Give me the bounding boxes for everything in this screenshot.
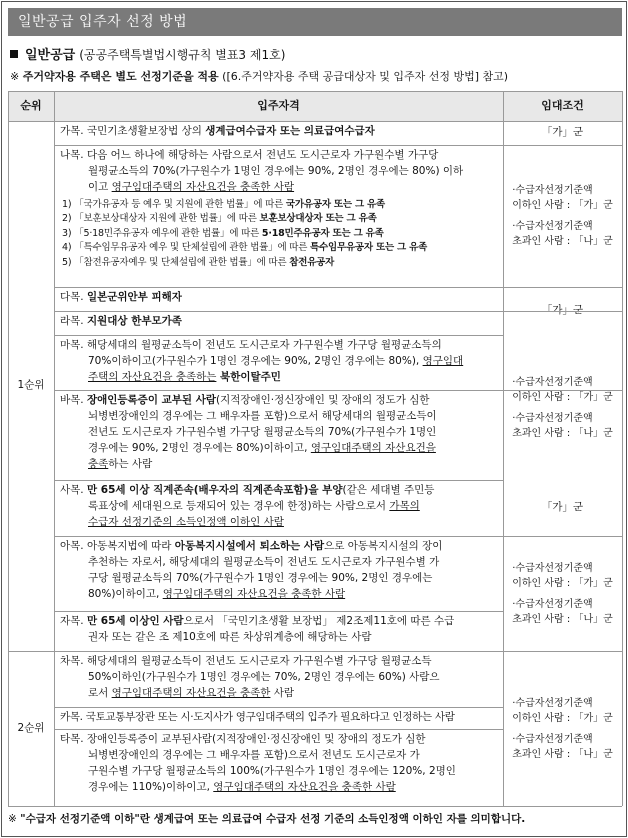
row-cha-line-3-end: 사람 <box>270 686 295 699</box>
row-ba-bold: 장애인등록증이 교부된 사람 <box>86 394 216 406</box>
cond-ga-type: 「가」군 <box>541 304 584 317</box>
cond-line-4: 초과인 사람 : 「나」군 <box>512 236 613 247</box>
row-ma-underline-1: 영구임대 <box>422 354 464 367</box>
cond-line-4: 초과인 사람 : 「나」군 <box>512 427 613 439</box>
cond-line-4: 초과인 사람 : 「나」군 <box>512 613 613 625</box>
row-a-line-2: 추천하는 자로서, 해당세대의 월평균소득이 전년도 도시근로자 가구원수별 가 <box>88 555 440 568</box>
row-ta-label: 타목. <box>60 733 84 745</box>
row-na-label: 나목. <box>60 149 84 161</box>
cond-line-1: ·수급자선정기준액 <box>512 562 593 574</box>
row-na-line-1: 다음 어느 하나에 해당하는 사람으로서 전년도 도시근로자 가구원수별 가구당 <box>86 149 439 161</box>
row-da-bold: 일본군위안부 피해자 <box>86 291 182 303</box>
row-sa-line-2: 록표상에 세대원으로 등재되어 있는 경우에 한정)하는 사람으로서 <box>88 499 390 512</box>
cond-line-2: 이하인 사람 : 「가」군 <box>512 577 613 589</box>
row-ma-label: 마목. <box>60 339 84 351</box>
row-a-underline: 영구임대주택의 자산요건을 충족한 사람 <box>162 587 346 600</box>
row-a-bold: 아동복지시설에서 퇴소하는 사람 <box>174 540 325 552</box>
row-cha-line-1: 해당세대의 월평균소득이 전년도 도시근로자 가구원수별 가구당 월평균소득 <box>86 655 432 667</box>
cond-ga-type: 「가」군 <box>541 126 584 139</box>
row-na-item-2: 2) 「보훈보상대상자 지원에 관한 법률」에 따른 보훈보상대상자 또는 그 유족 <box>62 213 377 225</box>
row-ta-line-2: 뇌병변장애인의 경우에는 그 배우자를 포함)으로서 전년도 도시근로자 가 <box>88 748 420 761</box>
row-a-line-1-rest: 으로 아동복지시설의 장이 <box>324 540 443 552</box>
row-a-label: 아목. <box>60 540 84 552</box>
footer-prefix: ※ <box>8 813 21 825</box>
row-ma-bold: 북한이탈주민 <box>216 370 281 383</box>
row-cha-label: 차목. <box>60 655 84 667</box>
note-bold: 주거약자용 주택은 별도 선정기준을 적용 <box>22 70 219 83</box>
row-ba-label: 바목. <box>60 394 84 406</box>
row-ta-line-4: 경우에는 110%)이하이고, <box>88 780 214 793</box>
row-ga-text: 국민기초생활보장법 상의 <box>86 125 206 137</box>
row-sa-bold: 만 65세 이상 직계존속(배우자의 직계존속포함)을 부양 <box>86 484 343 496</box>
header-rank: 순위 <box>8 91 54 121</box>
note-rest: ([6.주거약자용 주택 공급대상자 및 입주자 선정 방법] 참고) <box>218 70 509 83</box>
row-ba-underline-1: 영구임대주택의 자산요건을 <box>310 441 436 454</box>
row-sa-underline-1: 가목의 <box>389 499 420 512</box>
row-ra-label: 라목. <box>60 315 84 327</box>
row-sa-line-1: (같은 세대별 주민등 <box>342 484 435 496</box>
row-ta-line-1: 장애인등록증이 교부된사람(지적장애인·정신장애인 및 장애의 정도가 심한 <box>86 733 426 745</box>
table-line <box>8 806 622 807</box>
row-ka-text: 국토교통부장관 또는 시·도지사가 영구임대주택의 입주가 필요하다고 인정하는 사람 <box>85 711 455 723</box>
row-da-label: 다목. <box>60 291 84 303</box>
footer-note <box>8 810 525 828</box>
row-na-line-2: 월평균소득의 70%(가구원수가 1명인 경우에는 90%, 2명인 경우에는 80%) 이하 <box>88 164 464 177</box>
page-header-title: 일반공급 입주자 선정 방법 <box>18 14 188 30</box>
row-ma-underline-2: 주택의 자산요건을 충족하는 <box>88 370 217 383</box>
cond-ga-type: 「가」군 <box>541 501 584 514</box>
section-note <box>10 69 508 85</box>
rank-1-label: 1순위 <box>17 379 45 392</box>
row-ja-bold: 만 65세 이상인 사람 <box>86 615 184 627</box>
cond-line-4: 초과인 사람 : 「나」군 <box>512 748 613 760</box>
footer-bold: 란 생계급여 또는 의료급여 수급자 선정 기준의 소득인정액 이하인 자를 의미합니다. <box>139 813 526 825</box>
footer-quote: "수급자 선정기준액 이하" <box>20 813 140 825</box>
row-na-item-3: 3) 「5·18민주유공자 예우에 관한 법률」에 따른 5·18민주유공자 또는 그 유족 <box>62 227 384 239</box>
cond-line-2: 이하인 사람 : 「가」군 <box>512 391 613 403</box>
row-ba-underline-2: 충족 <box>88 457 109 470</box>
row-ra-bold: 지원대상 한부모가족 <box>86 315 182 327</box>
row-ja-label: 자목. <box>60 615 84 627</box>
section-title <box>10 46 285 65</box>
cond-line-1: ·수급자선정기준액 <box>512 376 593 388</box>
row-cha-line-2: 50%이하인(가구원수가 1명인 경우에는 70%, 2명인 경우에는 60%) 사람으 <box>88 670 440 683</box>
table-line <box>622 91 623 806</box>
row-ga-label: 가목. <box>60 125 84 137</box>
page-header-bar <box>8 8 622 36</box>
note-prefix: ※ <box>10 70 23 83</box>
header-condition: 임대조건 <box>503 91 622 121</box>
header-qualification: 입주자격 <box>54 91 503 121</box>
row-sa-underline-2: 수급자 선정기준의 소득인정액 이하인 사람 <box>88 515 284 528</box>
row-ba-line-3: 전년도 도시근로자 가구원수별 가구당 월평균소득의 70%(가구원수가 1명인 <box>88 425 437 438</box>
rank-2-label: 2순위 <box>17 721 45 734</box>
cond-line-3: ·수급자선정기준액 <box>512 412 593 424</box>
section-title-main: 일반공급 <box>25 48 76 63</box>
cond-line-1: ·수급자선정기준액 <box>512 697 593 709</box>
table-body <box>7 90 621 805</box>
row-a-line-1: 아동복지법에 따라 <box>86 540 175 552</box>
row-na-item-4: 4) 「특수임무유공자 예우 및 단체설립에 관한 법률」에 따른 특수임무유공자 또는 그 유족 <box>62 242 428 254</box>
section-title-source: (공공주택특별법시행규칙 별표3 제1호) <box>79 48 286 62</box>
row-na-item-1: 1) 「국가유공자 등 예우 및 지원에 관한 법률」에 따른 국가유공자 또는 그 유족 <box>62 198 386 210</box>
row-ma-line-1: 해당세대의 월평균소득이 전년도 도시근로자 가구원수별 가구당 월평균소득의 <box>86 339 442 351</box>
cond-line-2: 이하인 사람 : 「가」군 <box>512 712 613 724</box>
cond-line-3: ·수급자선정기준액 <box>512 598 593 610</box>
row-ta-underline: 영구임대주택의 자산요건을 충족한 사람 <box>213 780 396 793</box>
row-a-line-3: 구당 월평균소득의 70%(가구원수가 1명인 경우에는 90%, 2명인 경우에는 <box>88 571 433 584</box>
row-sa-label: 사목. <box>60 484 84 496</box>
row-ba-line-1: (지적장애인·정신장애인 및 장애의 정도가 심한 <box>216 394 430 406</box>
cond-line-3: ·수급자선정기준액 <box>512 221 593 232</box>
row-a-line-4: 80%)이하이고, <box>88 587 163 600</box>
row-na-item-5: 5) 「참전유공자예우 및 단체설립에 관한 법률」에 따른 참전유공자 <box>62 256 335 268</box>
row-ta-line-3: 구원수별 가구당 월평균소득의 100%(가구원수가 1명인 경우에는 120%, 2명인 <box>88 764 456 777</box>
row-cha-line-3: 로서 <box>88 686 112 699</box>
row-ba-line-5: 하는 사람 <box>108 457 153 470</box>
row-cha-underline: 영구임대주택의 자산요건을 충족한 <box>111 686 271 699</box>
row-ba-line-2: 뇌병변장애인의 경우에는 그 배우자를 포함)으로서 해당세대의 월평균소득이 <box>88 409 437 422</box>
row-ba-line-4: 경우에는 90%, 2명인 경우에는 80%)이하이고, <box>88 441 311 454</box>
square-bullet-icon <box>10 50 18 58</box>
cond-line-1: ·수급자선정기준액 <box>512 185 593 196</box>
row-na-line-3: 이고 <box>88 180 112 193</box>
cond-line-2: 이하인 사람 : 「가」군 <box>512 200 613 211</box>
row-ja-line-1: 으로서 「국민기초생활 보장법」 제2조제11호에 따른 수급 <box>183 615 455 627</box>
row-ja-line-2: 권자 또는 같은 조 제10호에 따른 차상위계층에 해당하는 사람 <box>88 630 372 643</box>
row-ma-line-2: 70%이하이고(가구원수가 1명인 경우에는 90%, 2명인 경우에는 80%), <box>88 354 423 367</box>
cond-line-3: ·수급자선정기준액 <box>512 733 593 745</box>
row-ga-bold: 생계급여수급자 또는 의료급여수급자 <box>205 125 375 137</box>
row-na-underline: 영구임대주택의 자산요건을 충족한 사람 <box>111 180 295 193</box>
row-ka-label: 카목. <box>60 711 83 723</box>
